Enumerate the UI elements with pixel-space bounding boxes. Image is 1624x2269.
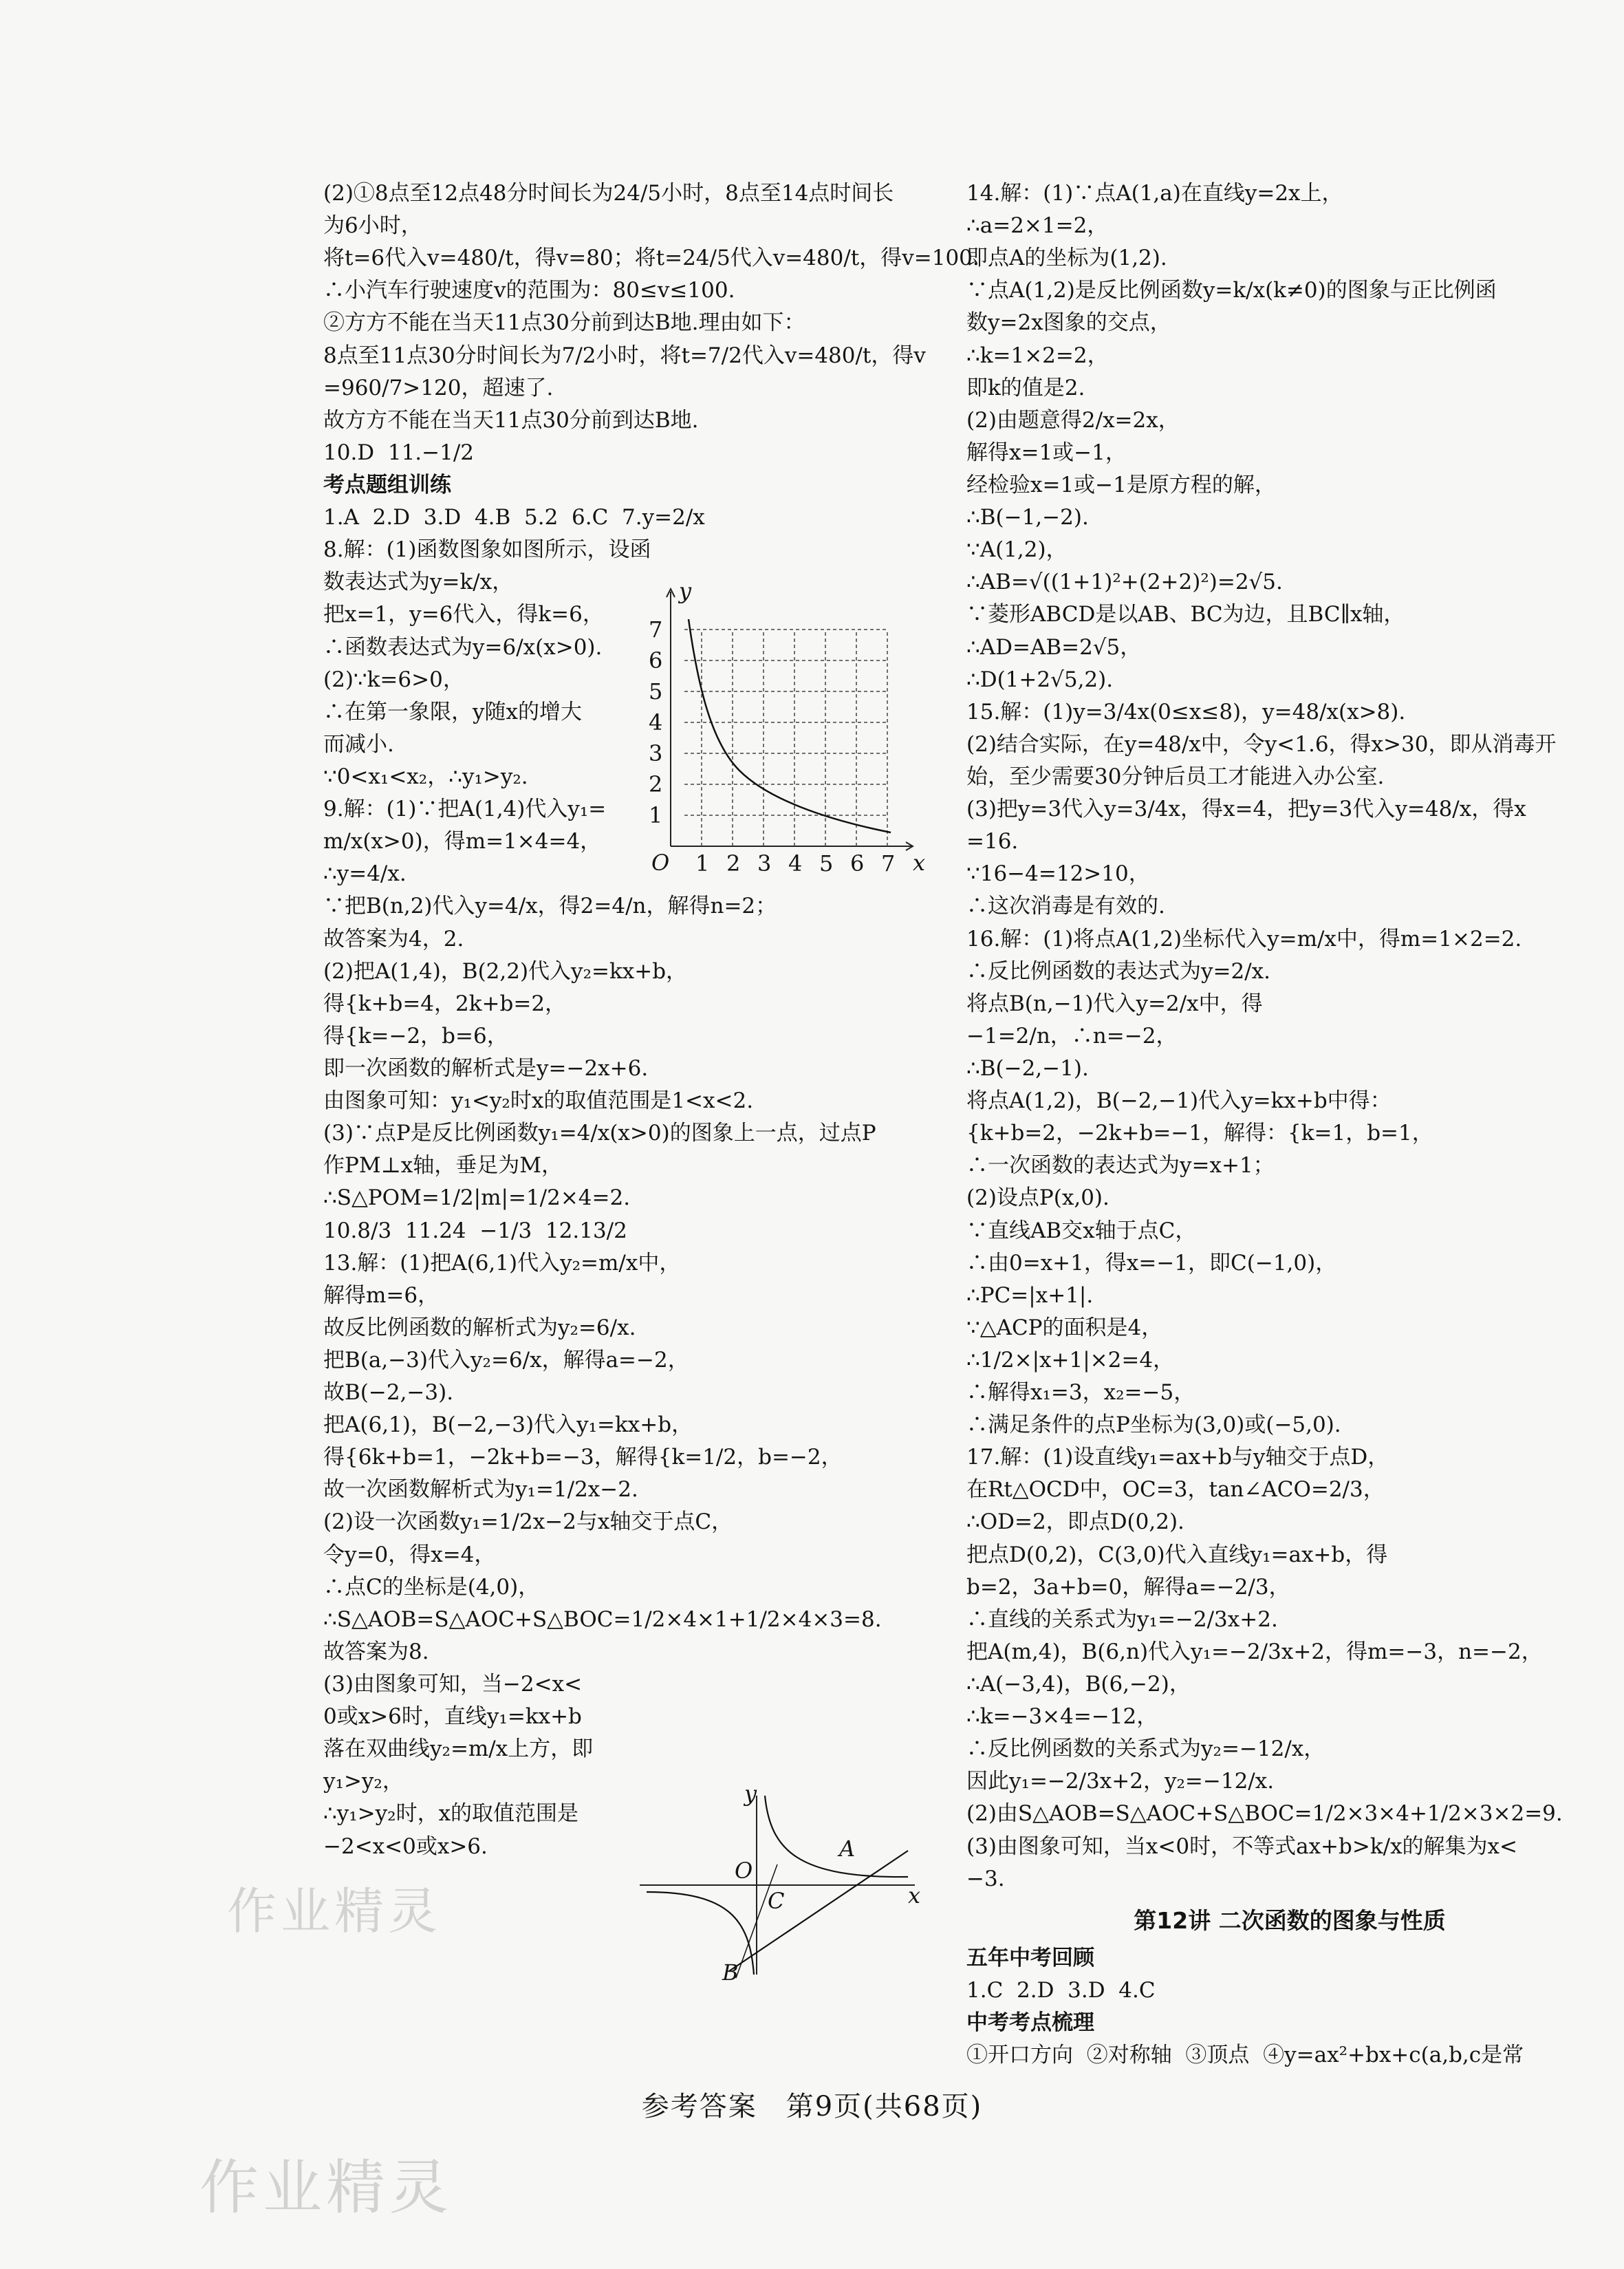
left-line: m/x(x>0)，得m=1×4=4， — [323, 829, 602, 854]
left-line: 解得m=6， — [323, 1282, 440, 1308]
right-line: 即点A的坐标为(1,2). — [966, 246, 1167, 271]
left-line: ∴在第一象限，y随x的增大 — [323, 699, 582, 724]
right-line: ∴AD=AB=2√5， — [966, 634, 1142, 660]
right-line: 17.解：(1)设直线y₁=ax+b与y轴交于点D， — [966, 1445, 1389, 1470]
right-line: (2)由S△AOB=S△AOC+S△BOC=1/2×3×4+1/2×3×2=9. — [966, 1801, 1563, 1827]
left-line: ∵0<x₁<x₂，∴y₁>y₂. — [323, 764, 528, 789]
right-line: ∴由0=x+1，得x=−1，即C(−1,0)， — [966, 1250, 1337, 1276]
right-line: 把A(m,4)，B(6,n)代入y₁=−2/3x+2，得m=−3，n=−2， — [966, 1639, 1543, 1664]
right-line: −1=2/n，∴n=−2， — [966, 1023, 1178, 1049]
right-line: 将点B(n,−1)代入y=2/x中，得 — [966, 991, 1263, 1016]
right-line: ∴a=2×1=2， — [966, 213, 1109, 239]
left-line: 得{k+b=4，2k+b=2， — [323, 991, 567, 1016]
left-line: ∴点C的坐标是(4,0)， — [323, 1574, 540, 1600]
review-line: 中考考点梳理 — [966, 2010, 1094, 2036]
graph2-label-c: C — [768, 1888, 785, 1914]
graph1-y-axis-label: y — [679, 578, 692, 604]
right-line: 将点A(1,2)，B(−2,−1)代入y=kx+b中得： — [966, 1088, 1392, 1114]
left-line: 而减小. — [323, 731, 394, 757]
left-line: 得{k=−2，b=6， — [323, 1023, 508, 1049]
left-line: ∵把B(n,2)代入y=4/x，得2=4/n，解得n=2； — [323, 894, 777, 919]
y-tick-label: 7 — [649, 616, 663, 643]
y-tick-label: 1 — [649, 802, 663, 828]
left-line: (2)∵k=6>0， — [323, 667, 464, 692]
left-line: 1.A 2.D 3.D 4.B 5.2 6.C 7.y=2/x — [323, 505, 705, 530]
right-line: (2)由题意得2/x=2x， — [966, 407, 1180, 433]
left-line: 10.8/3 11.24 −1/3 12.13/2 — [323, 1218, 627, 1243]
left-line: (2)设一次函数y₁=1/2x−2与x轴交于点C， — [323, 1509, 733, 1535]
right-line: 16.解：(1)将点A(1,2)坐标代入y=m/x中，得m=1×2=2. — [966, 926, 1522, 951]
right-line: 因此y₁=−2/3x+2，y₂=−12/x. — [966, 1769, 1275, 1794]
left-line: 故方方不能在当天11点30分前到达B地. — [323, 407, 699, 433]
right-line: b=2，3a+b=0，解得a=−2/3， — [966, 1574, 1290, 1600]
graph1-origin: O — [651, 850, 670, 874]
left-line: y₁>y₂， — [323, 1769, 404, 1794]
y-tick-label: 5 — [649, 678, 663, 705]
x-tick-label: 5 — [819, 850, 834, 874]
right-line: (3)把y=3代入y=3/4x，得x=4，把y=3代入y=48/x，得x — [966, 797, 1526, 822]
left-line: 13.解：(1)把A(6,1)代入y₂=m/x中， — [323, 1250, 681, 1276]
right-line: ∴B(−2,−1). — [966, 1055, 1089, 1081]
right-line: 在Rt△OCD中，OC=3，tan∠ACO=2/3， — [966, 1477, 1385, 1503]
left-line: 落在双曲线y₂=m/x上方，即 — [323, 1736, 594, 1762]
left-line: ∴S△AOB=S△AOC+S△BOC=1/2×4×1+1/2×4×3=8. — [323, 1606, 882, 1632]
left-line: =960/7>120，超速了. — [323, 375, 554, 400]
right-line: (3)由图象可知，当x<0时，不等式ax+b>k/x的解集为x< — [966, 1834, 1518, 1859]
left-line: 0或x>6时，直线y₁=kx+b — [323, 1704, 582, 1730]
left-line: 作PM⊥x轴，垂足为M， — [323, 1153, 563, 1179]
right-line: ∵△ACP的面积是4， — [966, 1315, 1163, 1340]
right-line: ∴满足条件的点P坐标为(3,0)或(−5,0). — [966, 1412, 1341, 1438]
left-line: 把A(6,1)，B(−2,−3)代入y₁=kx+b， — [323, 1412, 693, 1438]
left-line: 得{6k+b=1，−2k+b=−3，解得{k=1/2，b=−2， — [323, 1445, 843, 1470]
review-line: 五年中考回顾 — [966, 1945, 1094, 1970]
review-line: 1.C 2.D 3.D 4.C — [966, 1978, 1156, 2003]
y-tick-label: 2 — [649, 771, 663, 797]
right-line: ∵直线AB交x轴于点C， — [966, 1218, 1197, 1243]
left-line: ②方方不能在当天11点30分前到达B地.理由如下： — [323, 310, 805, 336]
right-line: ∴OD=2，即点D(0,2). — [966, 1509, 1184, 1535]
right-line: ∴A(−3,4)，B(6,−2)， — [966, 1672, 1191, 1697]
right-line: (2)设点P(x,0). — [966, 1185, 1109, 1211]
watermark-bottom: 作业精灵 — [199, 2153, 453, 2222]
left-line: (2)①8点至12点48分时间长为24/5小时，8点至14点时间长 — [323, 181, 894, 206]
right-line: ∴解得x₁=3，x₂=−5， — [966, 1380, 1195, 1406]
right-column — [966, 178, 1613, 2072]
right-line: −3. — [966, 1866, 1005, 1891]
right-line: ∴AB=√((1+1)²+(2+2)²)=2√5. — [966, 570, 1283, 595]
left-line: 把B(a,−3)代入y₂=6/x，解得a=−2， — [323, 1347, 689, 1373]
graph1-x-axis-label: x — [913, 850, 925, 874]
graph2-label-y: y — [744, 1782, 757, 1807]
right-line: 15.解：(1)y=3/4x(0≤x≤8)，y=48/x(x>8). — [966, 699, 1406, 724]
x-tick-label: 7 — [881, 850, 896, 874]
graph2-label-b: B — [722, 1959, 739, 1981]
left-line: ∴小汽车行驶速度v的范围为：80≤v≤100. — [323, 278, 735, 303]
left-line: ∴y₁>y₂时，x的取值范围是 — [323, 1801, 579, 1827]
left-line: 10.D 11.−1/2 — [323, 440, 475, 465]
y-tick-label: 4 — [649, 709, 663, 735]
right-line: ∵A(1,2)， — [966, 537, 1068, 563]
right-line: ∴B(−1,−2). — [966, 505, 1089, 530]
x-tick-label: 6 — [850, 850, 865, 874]
right-line: 把点D(0,2)，C(3,0)代入直线y₁=ax+b，得 — [966, 1542, 1388, 1567]
left-line: ∴y=4/x. — [323, 861, 407, 887]
graph2-label-a: A — [839, 1836, 856, 1862]
x-tick-label: 3 — [757, 850, 772, 874]
right-line: ∴这次消毒是有效的. — [966, 894, 1165, 919]
right-line: ∵菱形ABCD是以AB、BC为边，且BC∥x轴， — [966, 602, 1405, 627]
left-line: 8点至11点30分时间长为7/2小时，将t=7/2代入v=480/t，得v — [323, 343, 926, 368]
left-line: 故反比例函数的解析式为y₂=6/x. — [323, 1315, 636, 1340]
right-line: (2)结合实际，在y=48/x中，令y<1.6，得x>30，即从消毒开 — [966, 731, 1557, 757]
left-line: 故答案为4，2. — [323, 926, 464, 951]
right-line: ∴PC=|x+1|. — [966, 1282, 1094, 1308]
left-line: 将t=6代入v=480/t，得v=80；将t=24/5代入v=480/t，得v=100. — [323, 246, 979, 271]
left-line: 令y=0，得x=4， — [323, 1542, 496, 1567]
left-line: 故一次函数解析式为y₁=1/2x−2. — [323, 1477, 638, 1503]
left-line: (3)∵点P是反比例函数y₁=4/x(x>0)的图象上一点，过点P — [323, 1121, 876, 1146]
right-line: ∴直线的关系式为y₁=−2/3x+2. — [966, 1606, 1278, 1632]
left-line: ∴S△POM=1/2|m|=1/2×4=2. — [323, 1185, 631, 1211]
x-tick-label: 1 — [695, 850, 710, 874]
left-line: 8.解：(1)函数图象如图所示，设函 — [323, 537, 651, 563]
right-line: ∵点A(1,2)是反比例函数y=k/x(k≠0)的图象与正比例函 — [966, 278, 1497, 303]
right-line: ∴D(1+2√5,2). — [966, 667, 1114, 692]
y-tick-label: 3 — [649, 740, 663, 766]
left-line: (2)把A(1,4)，B(2,2)代入y₂=kx+b， — [323, 958, 688, 984]
right-line: ∴1/2×|x+1|×2=4， — [966, 1347, 1175, 1373]
left-line: 把x=1，y=6代入，得k=6， — [323, 602, 604, 627]
left-line: 为6小时， — [323, 213, 422, 239]
right-line: ∴一次函数的表达式为y=x+1； — [966, 1153, 1275, 1179]
right-line: ∴反比例函数的表达式为y=2/x. — [966, 958, 1270, 984]
left-line: ∴函数表达式为y=6/x(x>0). — [323, 634, 603, 660]
left-line: (3)由图象可知，当−2<x< — [323, 1672, 583, 1697]
graph2-label-x: x — [908, 1882, 921, 1908]
right-line: ∴k=1×2=2， — [966, 343, 1109, 368]
right-line: ∴反比例函数的关系式为y₂=−12/x， — [966, 1736, 1325, 1762]
hyperbola-line-graph — [633, 1782, 929, 1981]
right-line: 即k的值是2. — [966, 375, 1085, 400]
watermark-top: 作业精灵 — [227, 1882, 442, 1940]
left-line: −2<x<0或x>6. — [323, 1834, 488, 1859]
left-line: 由图象可知：y₁<y₂时x的取值范围是1<x<2. — [323, 1088, 754, 1114]
right-line: ∴k=−3×4=−12， — [966, 1704, 1158, 1730]
right-line: =16. — [966, 829, 1019, 854]
left-line: 即一次函数的解析式是y=−2x+6. — [323, 1055, 649, 1081]
right-line: 经检验x=1或−1是原方程的解， — [966, 472, 1276, 497]
inverse-function-graph — [643, 578, 925, 874]
left-line: 故答案为8. — [323, 1639, 429, 1664]
graph2-label-origin: O — [735, 1858, 753, 1884]
left-line: 考点题组训练 — [323, 472, 451, 497]
y-tick-label: 6 — [649, 647, 663, 674]
left-line: 故B(−2,−3). — [323, 1380, 454, 1406]
lesson-title: 第12讲 二次函数的图象与性质 — [1134, 1906, 1446, 1934]
review-line: ①开口方向 ②对称轴 ③顶点 ④y=ax²+bx+c(a,b,c是常 — [966, 2043, 1524, 2068]
left-line: 9.解：(1)∵把A(1,4)代入y₁= — [323, 797, 607, 822]
right-line: 数y=2x图象的交点， — [966, 310, 1171, 336]
right-line: {k+b=2，−2k+b=−1，解得：{k=1，b=1， — [966, 1121, 1433, 1146]
right-line: ∵16−4=12>10， — [966, 861, 1150, 887]
left-line: 数表达式为y=k/x， — [323, 570, 514, 595]
page-footer: 参考答案 第9页(共68页) — [641, 2091, 983, 2122]
x-tick-label: 2 — [726, 850, 741, 874]
x-tick-label: 4 — [788, 850, 803, 874]
right-line: 14.解：(1)∵点A(1,a)在直线y=2x上， — [966, 181, 1343, 206]
right-line: 解得x=1或−1， — [966, 440, 1127, 465]
right-line: 始，至少需要30分钟后员工才能进入办公室. — [966, 764, 1385, 789]
left-column — [323, 178, 979, 1863]
